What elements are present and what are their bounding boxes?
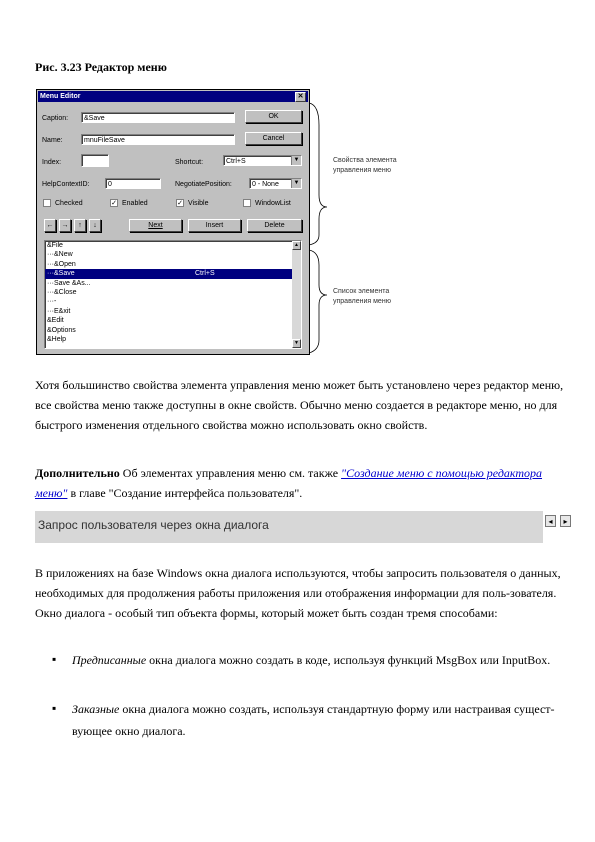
dialog-titlebar [38, 91, 308, 102]
list-item[interactable] [45, 326, 301, 335]
create-menu-link[interactable]: "Создание меню с помощью редактора меню" [35, 466, 543, 500]
list-item[interactable] [45, 241, 301, 250]
paragraph-1: Хотя большинство свойства элемента управления меню может быть установлено через редактор меню, все свойства меню также доступны в окне свойств. Обычно меню создается в редакторе меню, но для быстрого изменения отдельного свойства можно использовать окно свойств. [35, 378, 564, 432]
name-field[interactable]: mnuFileSave [81, 134, 235, 145]
arrow-up-button[interactable]: ↑ [74, 219, 86, 232]
dialog-title: Menu Editor [40, 93, 81, 100]
list-item-text: ···E&xit [47, 307, 71, 315]
negotiate-value: 0 - None [252, 181, 279, 188]
callout-properties-line1: Свойства элемента [333, 157, 397, 164]
paragraph-2 [35, 463, 565, 503]
bullet-2-marker: ▪ [52, 701, 57, 715]
arrow-down-button[interactable]: ↓ [89, 219, 101, 232]
checked-checkbox[interactable] [43, 199, 51, 207]
shortcut-value: Ctrl+S [226, 158, 246, 165]
list-item-text: ···&Save [47, 270, 75, 278]
close-icon[interactable]: ✕ [295, 92, 306, 102]
para2-bold: Дополнительно [35, 466, 120, 480]
bullet-1-marker: ▪ [52, 652, 57, 666]
callout-list [333, 287, 391, 307]
list-item-text: &Help [47, 335, 67, 343]
scroll-up-icon[interactable]: ▲ [292, 241, 301, 250]
list-item[interactable] [45, 260, 301, 269]
checked-label: Checked [55, 200, 83, 207]
windowlist-label: WindowList [255, 200, 291, 207]
chevron-down-icon[interactable]: ▼ [291, 156, 301, 165]
caption-label: Caption: [42, 115, 69, 122]
name-label: Name: [42, 137, 63, 144]
list-item[interactable] [45, 335, 301, 344]
callout-braces [305, 95, 335, 357]
section-banner: Запрос пользователя через окна диалога [35, 511, 543, 543]
helpcontext-label: HelpContextID: [42, 181, 90, 188]
bullet-2 [72, 698, 572, 742]
chevron-down-icon[interactable]: ▼ [291, 179, 301, 188]
arrow-right-button[interactable]: → [59, 219, 71, 232]
helpcontext-field[interactable]: 0 [105, 178, 161, 189]
arrow-left-button[interactable]: ← [44, 219, 56, 232]
bullet-1-em: Предписанные [72, 653, 147, 667]
list-item-text: &File [47, 242, 63, 249]
list-item-text: ···&Open [47, 260, 76, 268]
shortcut-select[interactable] [223, 155, 302, 166]
enabled-label: Enabled [122, 200, 148, 207]
list-item[interactable] [45, 250, 301, 259]
bullet-1-text: окна диалога можно создать в коде, используя функций MsgBox или InputBox. [146, 653, 551, 667]
enabled-checkbox[interactable]: ✓ [111, 200, 117, 207]
list-item[interactable] [45, 279, 301, 288]
list-item-text: ···&Close [47, 288, 77, 296]
list-item[interactable] [45, 288, 301, 297]
list-item-text: &Edit [47, 317, 64, 325]
list-item[interactable] [45, 307, 301, 316]
callout-properties-line2: управления меню [333, 167, 391, 174]
callout-list-line1: Список элемента [333, 288, 390, 295]
bullet-1 [72, 649, 572, 671]
para2-text2: в главе "Создание интерфейса пользователя". [67, 486, 303, 500]
list-item-text: &Options [47, 326, 76, 334]
insert-button[interactable]: Insert [188, 219, 241, 232]
windowlist-checkbox[interactable] [243, 199, 251, 207]
menu-editor-dialog [36, 89, 310, 355]
next-button[interactable]: Next [129, 219, 182, 232]
list-scrollbar[interactable] [292, 241, 301, 348]
scroll-down-icon[interactable]: ▼ [292, 339, 301, 348]
negotiate-select[interactable] [249, 178, 302, 189]
list-item-text: ···- [47, 298, 57, 306]
list-item[interactable] [45, 297, 301, 306]
caption-field[interactable]: &Save [81, 112, 235, 123]
callout-list-line2: управления меню [333, 298, 391, 305]
negotiate-label: NegotiatePosition: [175, 181, 232, 188]
bullet-2-text: окна диалога можно создать, используя стандартную форму или настраивая сущест-вующее окно диалога. [72, 702, 555, 738]
figure-caption: Рис. 3.23 Редактор меню [35, 60, 167, 74]
list-item[interactable] [45, 269, 301, 278]
list-item[interactable] [45, 316, 301, 325]
bullet-2-em: Заказные [72, 702, 120, 716]
visible-checkbox[interactable]: ✓ [177, 200, 183, 207]
cancel-button[interactable]: Cancel [245, 132, 302, 145]
callout-properties [333, 156, 397, 176]
prev-page-icon[interactable]: ◂ [545, 515, 556, 527]
paragraph-3: В приложениях на базе Windows окна диалога используются, чтобы запросить пользователя о данных, необходимых для продолжения работы приложения или отображения информации для поль-зователя. Окно диалога - особый тип объекта формы, который может быть создан тремя способами: [35, 566, 561, 620]
delete-button[interactable]: Delete [247, 219, 302, 232]
ok-button[interactable]: OK [245, 110, 302, 123]
para2-text1: Об элементах управления меню см. также [119, 466, 342, 480]
list-item-text: ···&New [47, 251, 73, 259]
index-label: Index: [42, 159, 62, 166]
visible-label: Visible [188, 200, 209, 207]
list-item-text: ···Save &As... [47, 279, 91, 287]
shortcut-label: Shortcut: [175, 159, 204, 166]
list-item-shortcut: Ctrl+S [195, 270, 215, 278]
menu-items-list[interactable] [44, 240, 302, 349]
next-page-icon[interactable]: ▸ [560, 515, 571, 527]
index-field[interactable] [81, 154, 109, 167]
